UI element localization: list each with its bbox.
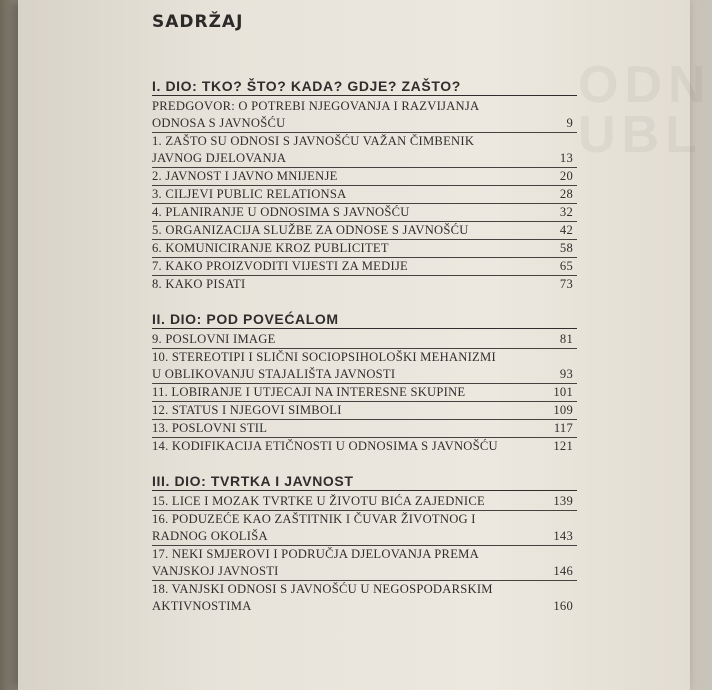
toc-entry-page: 32 bbox=[559, 205, 573, 219]
part-spacer bbox=[152, 455, 577, 473]
toc-entry-title: 3. CILJEVI PUBLIC RELATIONSA bbox=[152, 187, 347, 201]
toc-entry-title: 2. JAVNOST I JAVNO MNIJENJE bbox=[152, 169, 338, 183]
toc-entry-title: PREDGOVOR: O POTREBI NJEGOVANJA I RAZVIJANJA ODNOSA S JAVNOŠĆU bbox=[152, 99, 480, 130]
toc-entry-title: 9. POSLOVNI IMAGE bbox=[152, 332, 276, 346]
toc-entry-page: 121 bbox=[553, 439, 573, 453]
toc-entry-page: 20 bbox=[559, 169, 573, 183]
toc-entry-title: 1. ZAŠTO SU ODNOSI S JAVNOŠĆU VAŽAN ČIMBENIK JAVNOG DJELOVANJA bbox=[152, 134, 475, 165]
toc-entry-title: 6. KOMUNICIRANJE KROZ PUBLICITET bbox=[152, 241, 389, 255]
toc-entry-title: 5. ORGANIZACIJA SLUŽBE ZA ODNOSE S JAVNOŠĆU bbox=[152, 223, 469, 237]
toc-entry-title: 18. VANJSKI ODNOSI S JAVNOŠĆU U NEGOSPODARSKIM AKTIVNOSTIMA bbox=[152, 582, 493, 613]
toc-part bbox=[152, 311, 577, 455]
part-heading: II. DIO: POD POVEĆALOM bbox=[152, 311, 577, 329]
toc-entry-page: 101 bbox=[553, 385, 573, 399]
toc-entry-title: 12. STATUS I NJEGOVI SIMBOLI bbox=[152, 403, 342, 417]
toc-entry-title: 7. KAKO PROIZVODITI VIJESTI ZA MEDIJE bbox=[152, 259, 408, 273]
toc-entry-title: 4. PLANIRANJE U ODNOSIMA S JAVNOŠĆU bbox=[152, 205, 410, 219]
toc-entry-page: 58 bbox=[559, 241, 573, 255]
toc-entry-page: 109 bbox=[553, 403, 573, 417]
show-through-text: UBL bbox=[578, 106, 703, 164]
toc-entry-page: 93 bbox=[559, 367, 573, 381]
part-spacer bbox=[152, 293, 577, 311]
toc-entry-page: 65 bbox=[559, 259, 573, 273]
toc-entry-title: 14. KODIFIKACIJA ETIČNOSTI U ODNOSIMA S JAVNOŠĆU bbox=[152, 439, 498, 453]
toc-entry-page: 146 bbox=[553, 564, 573, 578]
toc-entry-title: 11. LOBIRANJE I UTJECAJI NA INTERESNE SKUPINE bbox=[152, 385, 466, 399]
part-heading: III. DIO: TVRTKA I JAVNOST bbox=[152, 473, 577, 491]
toc-entry-page: 28 bbox=[559, 187, 573, 201]
toc-entry bbox=[152, 222, 577, 240]
toc-entry bbox=[152, 349, 577, 384]
toc-entry bbox=[152, 240, 577, 258]
toc-entry bbox=[152, 258, 577, 276]
toc-entry bbox=[152, 276, 577, 293]
toc-entry bbox=[152, 133, 577, 168]
toc-entry-page: 73 bbox=[559, 277, 573, 291]
toc-entry-title: 15. LICE I MOZAK TVRTKE U ŽIVOTU BIĆA ZAJEDNICE bbox=[152, 494, 485, 508]
page-title: SADRŽAJ bbox=[152, 12, 244, 32]
toc-part bbox=[152, 78, 577, 293]
toc-entry-page: 143 bbox=[553, 529, 573, 543]
toc-entry bbox=[152, 402, 577, 420]
part-heading: I. DIO: TKO? ŠTO? KADA? GDJE? ZAŠTO? bbox=[152, 78, 577, 96]
toc-entry bbox=[152, 420, 577, 438]
toc-entry-page: 160 bbox=[553, 599, 573, 613]
toc-entry bbox=[152, 581, 577, 615]
toc-part bbox=[152, 473, 577, 615]
toc-entry-page: 117 bbox=[553, 421, 573, 435]
toc-entry bbox=[152, 331, 577, 349]
toc-entry bbox=[152, 511, 577, 546]
toc-entry bbox=[152, 168, 577, 186]
table-of-contents bbox=[152, 78, 577, 615]
toc-entry-page: 13 bbox=[559, 151, 573, 165]
toc-entry bbox=[152, 98, 577, 133]
toc-entry bbox=[152, 204, 577, 222]
toc-entry-page: 139 bbox=[553, 494, 573, 508]
toc-entry bbox=[152, 438, 577, 455]
toc-entry bbox=[152, 384, 577, 402]
toc-entry-title: 10. STEREOTIPI I SLIČNI SOCIOPSIHOLOŠKI MEHANIZMI U OBLIKOVANJU STAJALIŠTA JAVNOSTI bbox=[152, 350, 496, 381]
toc-entry bbox=[152, 493, 577, 511]
toc-entry bbox=[152, 546, 577, 581]
toc-entry-title: 13. POSLOVNI STIL bbox=[152, 421, 268, 435]
toc-entry-page: 81 bbox=[559, 332, 573, 346]
toc-entry-title: 16. PODUZEĆE KAO ZAŠTITNIK I ČUVAR ŽIVOTNOG I RADNOG OKOLIŠA bbox=[152, 512, 476, 543]
show-through-text: ODN bbox=[578, 56, 712, 114]
toc-entry-title: 8. KAKO PISATI bbox=[152, 277, 246, 291]
toc-entry-page: 9 bbox=[566, 116, 573, 130]
toc-entry bbox=[152, 186, 577, 204]
toc-entry-page: 42 bbox=[559, 223, 573, 237]
toc-entry-title: 17. NEKI SMJEROVI I PODRUČJA DJELOVANJA PREMA VANJSKOJ JAVNOSTI bbox=[152, 547, 479, 578]
